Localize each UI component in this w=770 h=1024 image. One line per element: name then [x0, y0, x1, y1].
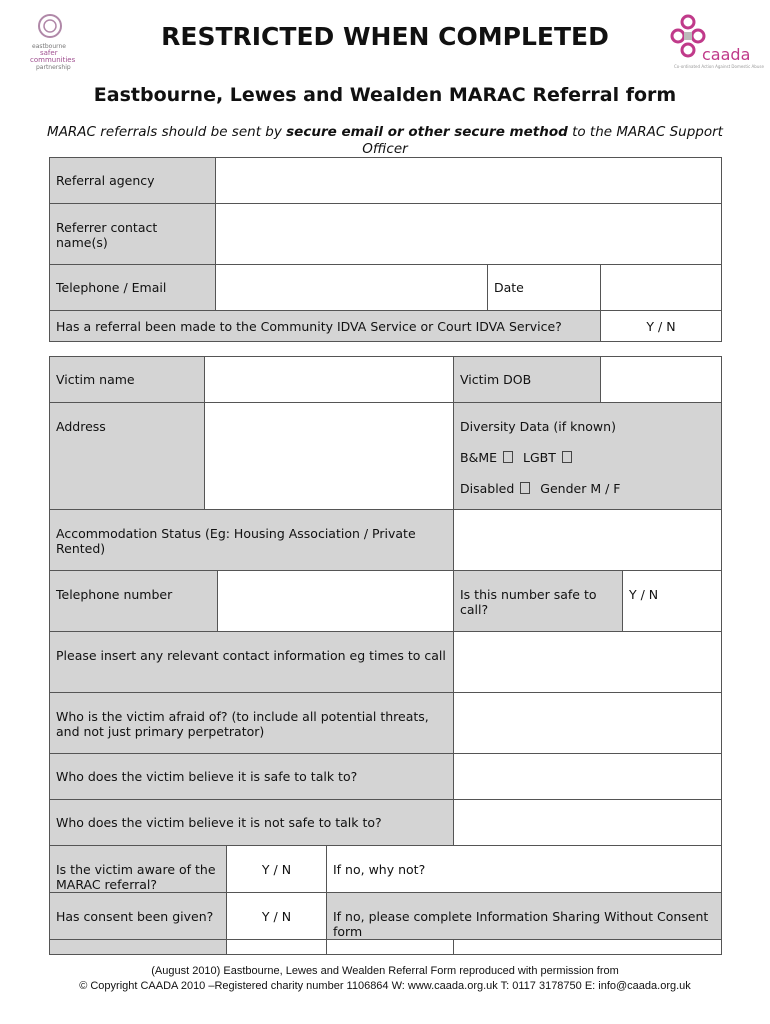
accommodation-field[interactable] [454, 510, 722, 571]
safe-number-label: Is this number safe to call? [454, 571, 623, 632]
aware-no-label[interactable]: If no, why not? [327, 846, 722, 893]
footer-line-2: © Copyright CAADA 2010 –Registered charity number 1106864 W: www.caada.org.uk T: 0117 3178750 E: info@caada.org.uk [79, 980, 691, 992]
address-field[interactable] [205, 403, 454, 510]
svg-text:eastbourne: eastbourne [32, 43, 66, 50]
consent-spacer-mid [227, 940, 327, 955]
footer [0, 964, 770, 994]
svg-text:safer: safer [40, 49, 58, 57]
disabled-checkbox[interactable] [520, 482, 530, 494]
lgbt-label: LGBT [523, 450, 556, 465]
victim-name-label: Victim name [50, 357, 205, 403]
victim-name-field[interactable] [205, 357, 454, 403]
referral-agency-field[interactable] [216, 158, 722, 204]
svg-text:Co-ordinated Action Against Do: Co-ordinated Action Against Domestic Abuse [674, 64, 764, 69]
consent-label: Has consent been given? [50, 893, 227, 940]
afraid-of-label: Who is the victim afraid of? (to include all potential threats, and not just primary perpetrator) [50, 693, 454, 754]
referrer-contact-label: Referrer contact name(s) [50, 204, 216, 265]
accommodation-label: Accommodation Status (Eg: Housing Association / Private Rented) [50, 510, 454, 571]
telephone-email-field[interactable] [216, 265, 488, 311]
safe-to-talk-field[interactable] [454, 754, 722, 800]
victim-table [49, 356, 722, 955]
not-safe-to-talk-label: Who does the victim believe it is not safe to talk to? [50, 800, 454, 846]
telephone-number-field[interactable] [218, 571, 454, 632]
consent-no-label: If no, please complete Information Sharing Without Consent form [327, 893, 722, 940]
afraid-of-field[interactable] [454, 693, 722, 754]
gender-label: Gender M / F [540, 481, 621, 496]
page-title: RESTRICTED WHEN COMPLETED [161, 22, 609, 51]
lgbt-checkbox[interactable] [562, 451, 572, 463]
aware-label: Is the victim aware of the MARAC referral? [50, 846, 227, 893]
bme-checkbox[interactable] [503, 451, 513, 463]
not-safe-to-talk-field[interactable] [454, 800, 722, 846]
consent-spacer-right [327, 940, 454, 955]
safe-to-talk-label: Who does the victim believe it is safe to talk to? [50, 754, 454, 800]
consent-answer[interactable]: Y / N [227, 893, 327, 940]
date-label: Date [488, 265, 601, 311]
bme-label: B&ME [460, 450, 498, 465]
consent-spacer-left [50, 940, 227, 955]
address-label: Address [50, 403, 205, 510]
svg-text:communities: communities [30, 56, 76, 64]
idva-question: Has a referral been made to the Community IDVA Service or Court IDVA Service? [50, 311, 601, 342]
date-field[interactable] [601, 265, 722, 311]
referral-agency-label: Referral agency [50, 158, 216, 204]
safe-number-answer[interactable]: Y / N [623, 571, 722, 632]
contact-info-label: Please insert any relevant contact information eg times to call [50, 632, 454, 693]
aware-answer[interactable]: Y / N [227, 846, 327, 893]
contact-info-field[interactable] [454, 632, 722, 693]
intro-text: MARAC referrals should be sent by secure email or other secure method to the MARAC Support Officer [47, 124, 723, 157]
svg-text:partnership: partnership [36, 64, 71, 71]
referrer-contact-field[interactable] [216, 204, 722, 265]
svg-text:caada: caada [702, 45, 751, 64]
consent-spacer-end [454, 940, 722, 955]
victim-dob-field[interactable] [601, 357, 722, 403]
telephone-number-label: Telephone number [50, 571, 218, 632]
victim-dob-label: Victim DOB [454, 357, 601, 403]
form-subtitle: Eastbourne, Lewes and Wealden MARAC Referral form [93, 84, 677, 106]
idva-answer[interactable]: Y / N [601, 311, 722, 342]
diversity-label: Diversity Data (if known) [460, 419, 616, 434]
telephone-email-label: Telephone / Email [50, 265, 216, 311]
footer-line-1: (August 2010) Eastbourne, Lewes and Wealden Referral Form reproduced with permission from [151, 965, 619, 977]
disabled-label: Disabled [460, 481, 515, 496]
diversity-section [454, 403, 722, 510]
referrer-table [49, 157, 722, 342]
